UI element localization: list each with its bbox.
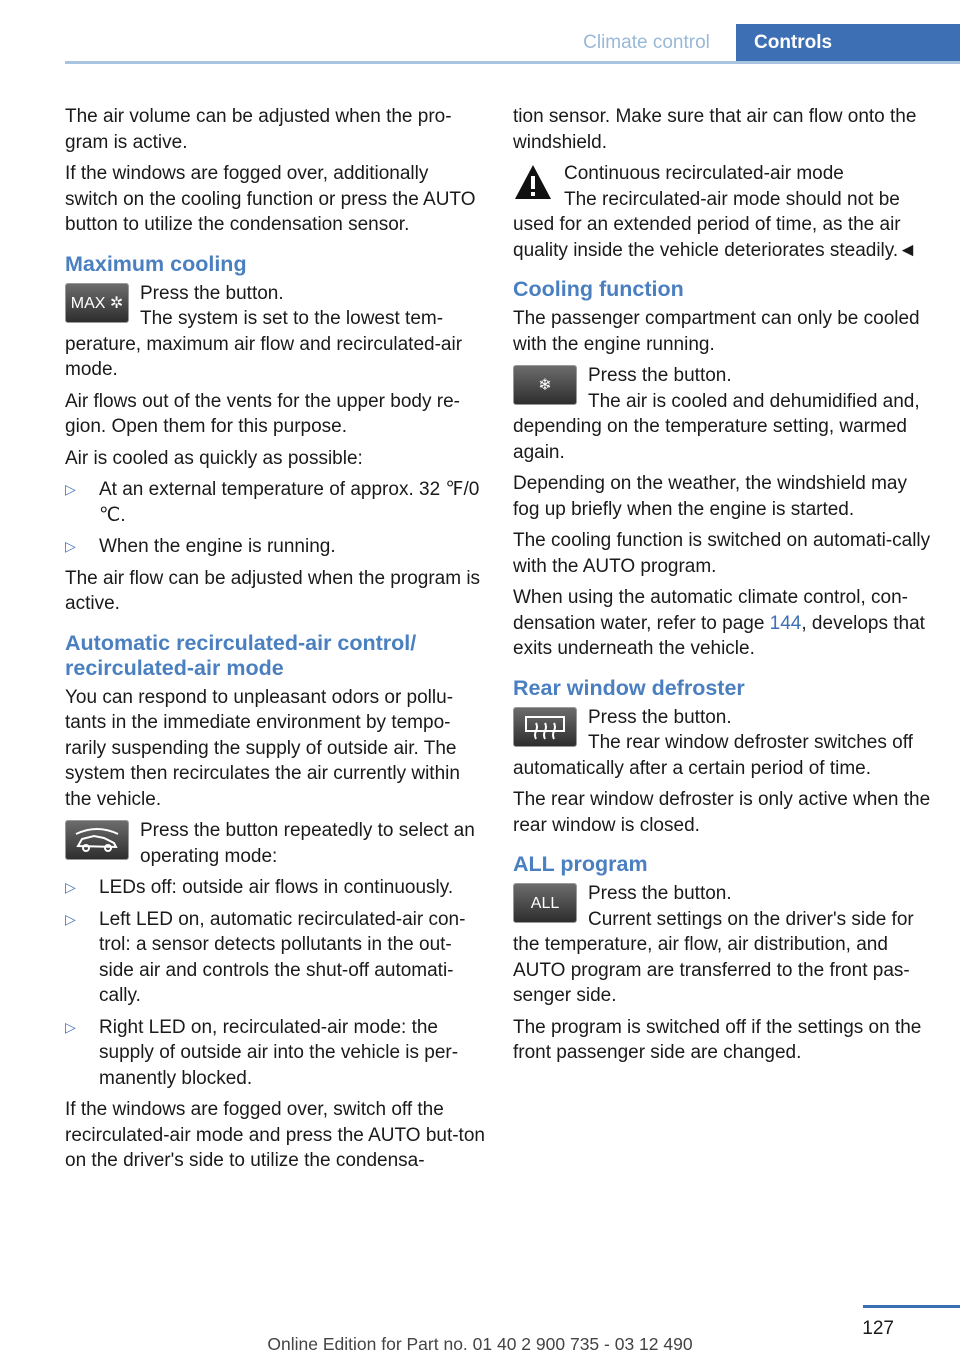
paragraph: Depending on the weather, the windshield may fog up briefly when the engine is started. <box>513 473 907 520</box>
paragraph: tion sensor. Make sure that air can flow onto the windshield. <box>513 106 917 153</box>
all-button-icon: ALL <box>513 883 577 923</box>
recirc-button-block <box>65 818 485 869</box>
bullet-icon: ▷ <box>65 910 76 927</box>
rear-defroster-icon <box>513 707 577 747</box>
paragraph: The air volume can be adjusted when the pro-gram is active. <box>65 106 452 153</box>
warning-title: Continuous recirculated-air mode <box>564 163 844 184</box>
heading-recirculated-air: Automatic recirculated-air control/ recirculated-air mode <box>65 630 417 680</box>
paragraph: The rear window defroster is only active when the rear window is closed. <box>513 789 931 836</box>
warning-block <box>513 161 931 263</box>
bullet-icon: ▷ <box>65 1018 76 1035</box>
paragraph: Press the button. <box>588 706 732 728</box>
list-item: ▷ When the engine is running. <box>65 534 485 560</box>
paragraph: The passenger compartment can only be cooled with the engine running. <box>513 308 920 355</box>
list-item: ▷ At an external temperature of approx. 32 ℉/0 ℃. <box>65 479 480 526</box>
paragraph: If the windows are fogged over, additionally switch on the cooling function or press the AUTO button to utilize the condensation sensor. <box>65 163 476 235</box>
header-chapter: Controls <box>736 24 960 61</box>
paragraph: The system is set to the lowest tem-perature, maximum air flow and recirculated-air mode. <box>65 308 463 380</box>
paragraph: The air flow can be adjusted when the program is active. <box>65 567 481 614</box>
paragraph: You can respond to unpleasant odors or pollu-tants in the immediate environment by tempo-rarily suspending the supply of outside air. The system then recirculates the air currently within the vehicle. <box>65 686 460 810</box>
page-link[interactable]: 144 <box>769 612 802 634</box>
max-cooling-button-icon: MAX ✲ <box>65 283 129 323</box>
paragraph: Press the button. <box>140 282 284 304</box>
bullet-icon: ▷ <box>65 538 76 554</box>
page-number: 127 <box>862 1318 894 1339</box>
bullet-icon: ▷ <box>65 879 76 895</box>
paragraph: The recirculated-air mode should not be used for an extended period of time, as the air quality inside the vehicle deteriorates steadily.◄ <box>513 188 917 261</box>
heading-maximum-cooling: Maximum cooling <box>65 251 247 276</box>
paragraph: Current settings on the driver's side for the temperature, air flow, air distribution, and AUTO program are transferred to the front pas-senger side. <box>513 908 914 1006</box>
paragraph: The cooling function is switched on automati-cally with the AUTO program. <box>513 530 931 577</box>
header-rule <box>65 61 960 64</box>
snowflake-icon: ❄ <box>513 365 577 405</box>
list-item: ▷ Right LED on, recirculated-air mode: the supply of outside air into the vehicle is per-manently blocked. <box>65 1016 459 1089</box>
header-section: Climate control <box>583 32 710 53</box>
paragraph: Air is cooled as quickly as possible: <box>65 447 363 469</box>
paragraph: Press the button. <box>588 365 732 386</box>
list-item: ▷ LEDs off: outside air flows in continuously. <box>65 875 485 901</box>
paragraph: The air is cooled and dehumidified and, depending on the temperature setting, warmed again. <box>513 390 920 463</box>
heading-cooling-function: Cooling function <box>513 277 684 301</box>
list-item: ▷ Left LED on, automatic recirculated-air con-trol: a sensor detects pollutants in the out-side air and controls the shut-off automati-cally. <box>65 908 466 1006</box>
right-column <box>513 104 931 1072</box>
warning-icon <box>513 163 553 201</box>
cool-button-block <box>513 363 931 465</box>
paragraph: If the windows are fogged over, switch off the recirculated-air mode and press the AUTO but-ton on the driver's side to utilize the condensa- <box>65 1099 485 1171</box>
paragraph: Press the button repeatedly to select an operating mode: <box>140 820 475 867</box>
heading-rear-window-defroster: Rear window defroster <box>513 675 745 700</box>
rear-button-block <box>513 705 931 782</box>
page-number-rule <box>863 1305 960 1308</box>
max-button-block <box>65 281 485 383</box>
left-column <box>65 104 485 1180</box>
paragraph: Press the button. <box>588 883 732 904</box>
paragraph: When using the automatic climate control, con-densation water, refer to page 144, develops that exits underneath the vehicle. <box>513 587 925 659</box>
paragraph: Air flows out of the vents for the upper body re-gion. Open them for this purpose. <box>65 390 460 437</box>
recirculated-air-button-icon <box>65 820 129 860</box>
footer-edition: Online Edition for Part no. 01 40 2 900 735 - 03 12 490 <box>267 1334 693 1354</box>
paragraph: The program is switched off if the settings on the front passenger side are changed. <box>513 1016 922 1063</box>
all-button-block <box>513 881 931 1009</box>
paragraph: The rear window defroster switches off automatically after a certain period of time. <box>513 732 913 779</box>
heading-all-program: ALL program <box>513 852 648 876</box>
bullet-icon: ▷ <box>65 481 76 497</box>
